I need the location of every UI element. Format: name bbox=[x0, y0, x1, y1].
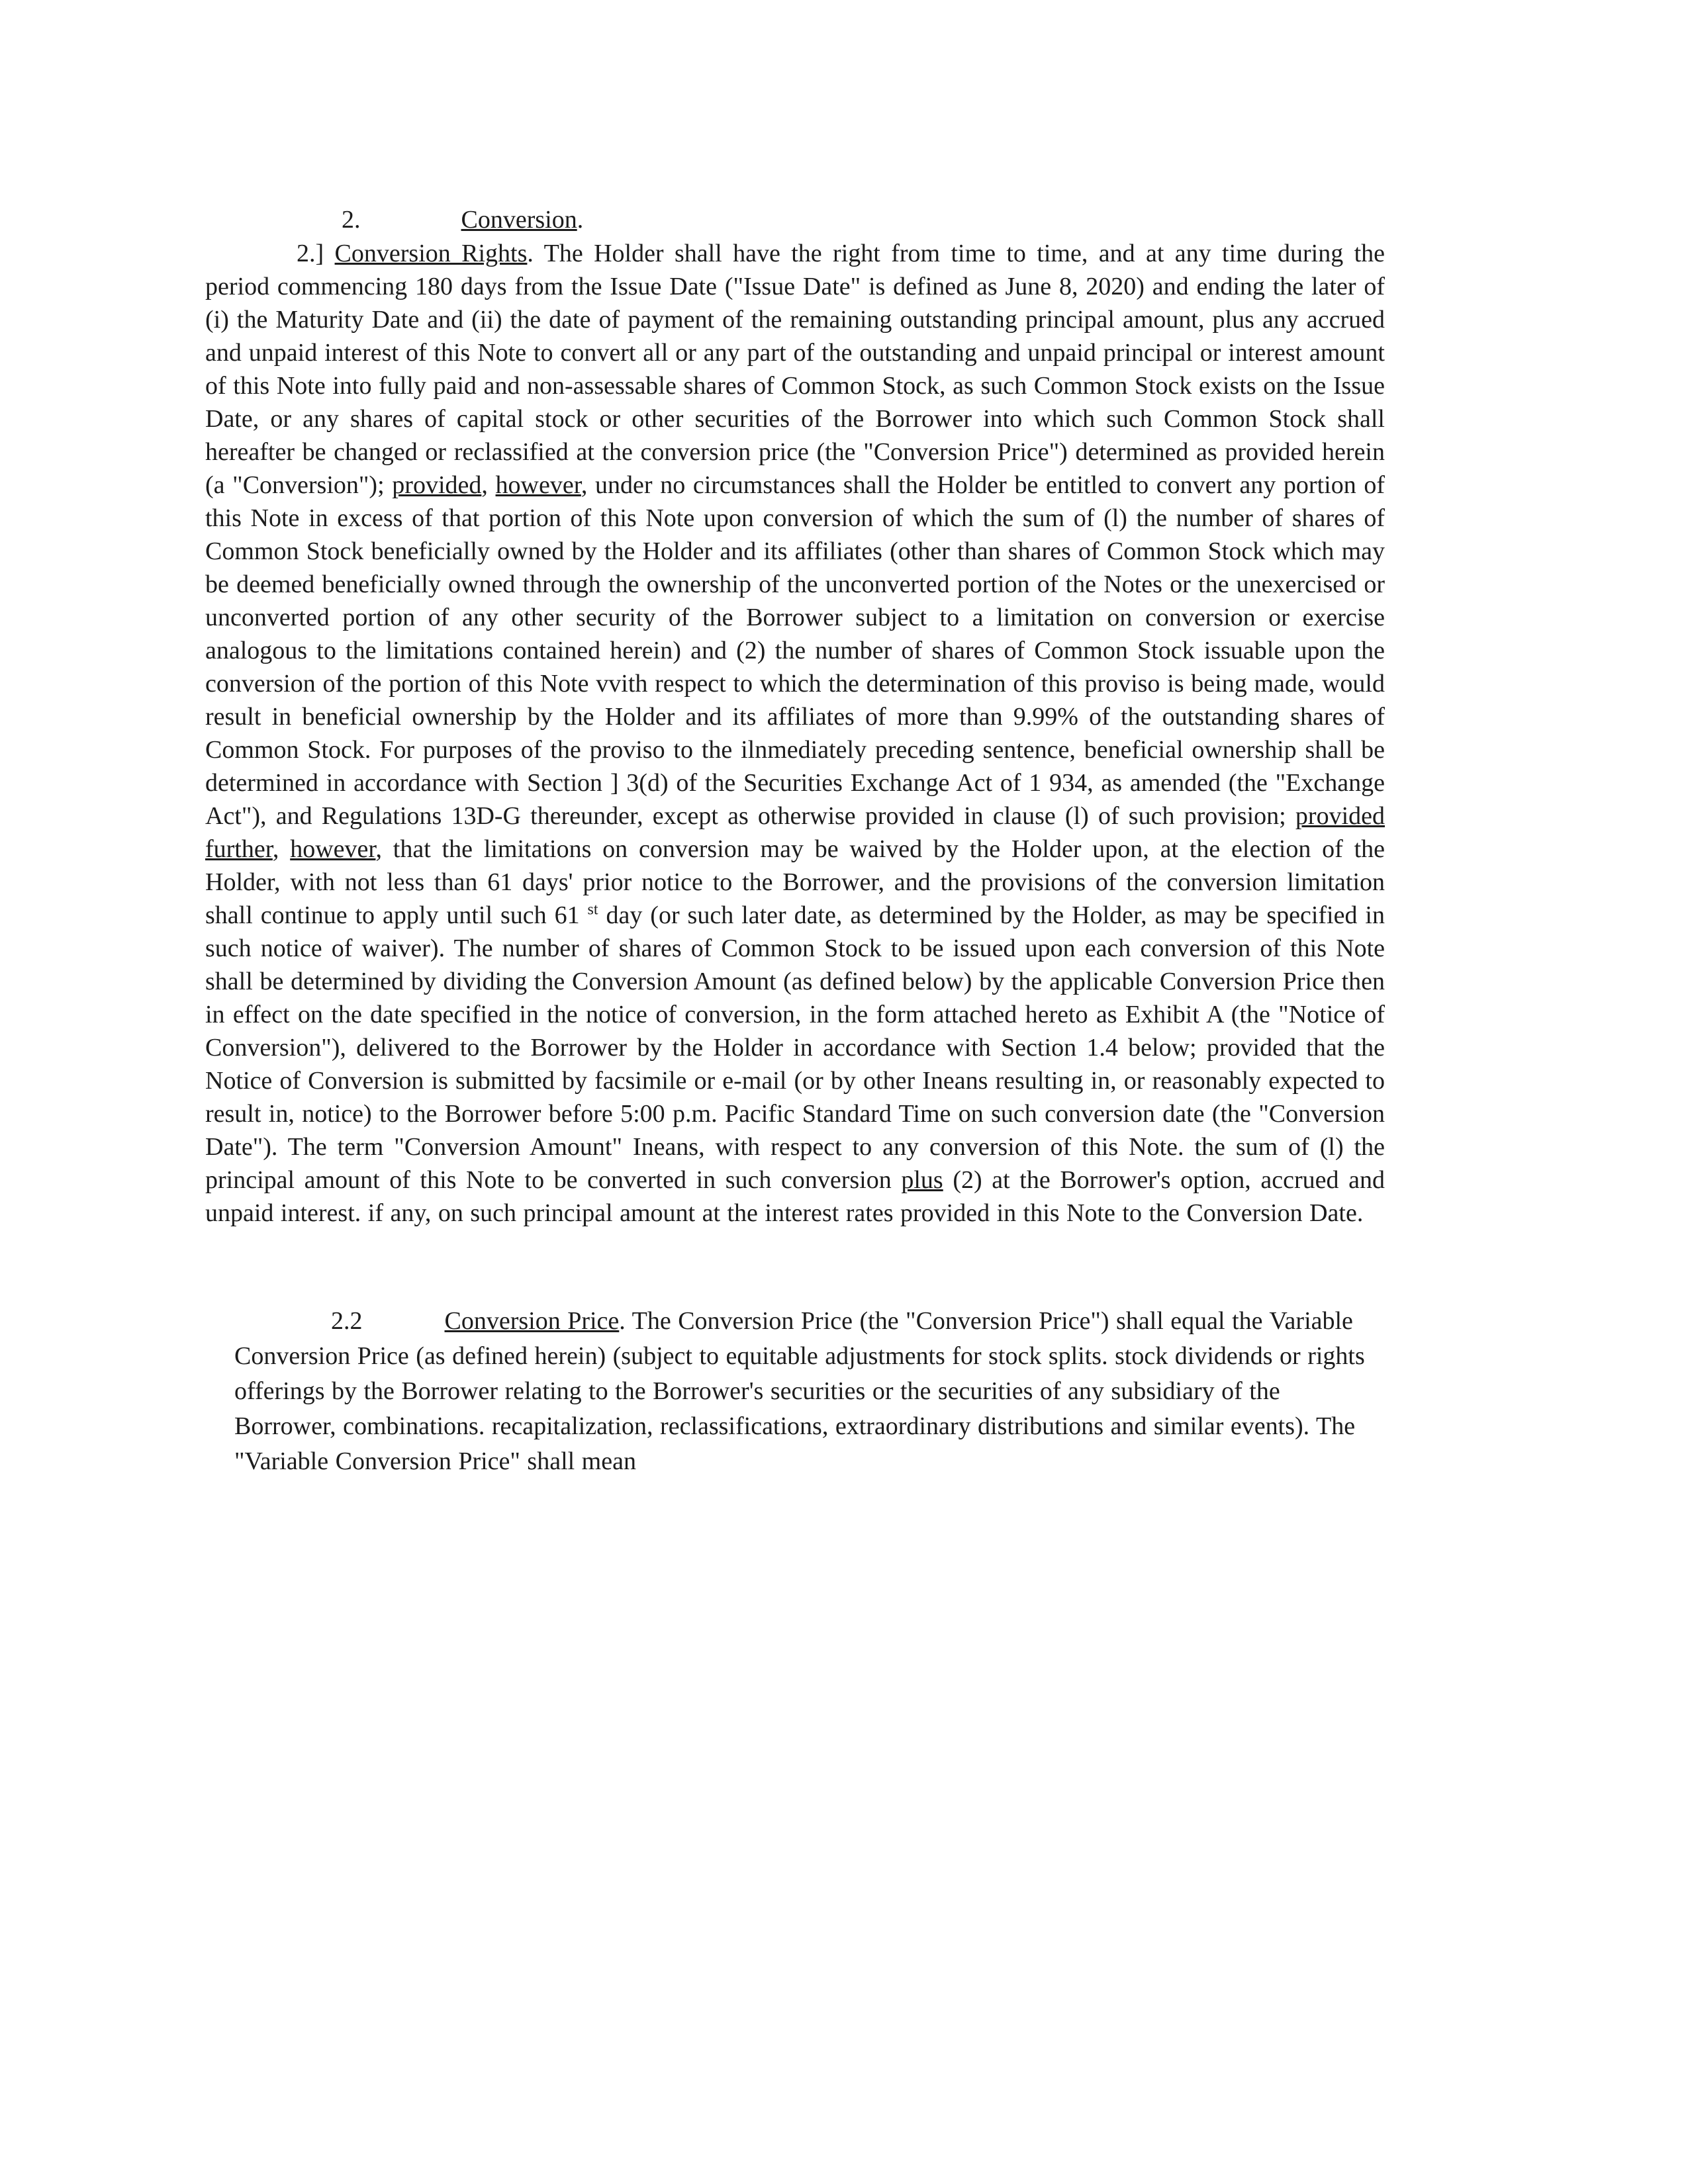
section-2-1-paragraph: 2.] Conversion Rights. The Holder shall have the right from time to time, and at any time during the period commencing 180 days from the Issue Date ("Issue Date" is defined as June 8, 2020) and ending the later of (i) the Maturity Date and (ii) the date of payment of the remaining outstanding principal amount, plus any accrued and unpaid interest of this Note to convert all or any part of the outstanding and unpaid principal or interest amount of this Note into fully paid and non-assessable shares of Common Stock, as such Common Stock exists on the Issue Date, or any shares of capital stock or other securities of the Borrower into which such Common Stock shall hereafter be changed or reclassified at the conversion price (the "Conversion Price") determined as provided herein (a "Conversion"); provided, however, under no circumstances shall the Holder be entitled to convert any portion of this Note in excess of that portion of this Note upon conversion of which the sum of (l) the number of shares of Common Stock beneficially owned by the Holder and its affiliates (other than shares of Common Stock which may be deemed beneficially owned through the ownership of the unconverted portion of the Notes or the unexercised or unconverted portion of any other security of the Borrower subject to a limitation on conversion or exercise analogous to the limitations contained herein) and (2) the number of shares of Common Stock issuable upon the conversion of the portion of this Note vvith respect to which the determination of this proviso is being made, would result in beneficial ownership by the Holder and its affiliates of more than 9.99% of the outstanding shares of Common Stock. For purposes of the proviso to the ilnmediately preceding sentence, beneficial ownership shall be determined in accordance with Section ] 3(d) of the Securities Exchange Act of 1 934, as amended (the "Exchange Act"), and Regulations 13D-G thereunder, except as otherwise provided in clause (l) of such provision; provided further, however, that the limitations on conversion may be waived by the Holder upon, at the election of the Holder, with not less than 61 days' prior notice to the Borrower, and the provisions of the conversion limitation shall continue to apply until such 61 $^{st}$ day (or such later date, as determined by the Holder, as may be specified in such notice of waiver). The number of shares of Common Stock to be issued upon each conversion of this Note shall be determined by dividing the Conversion Amount (as defined below) by the applicable Conversion Price then in effect on the date specified in the notice of conversion, in the form attached hereto as Exhibit A (the "Notice of Conversion"), delivered to the Borrower by the Holder in accordance with Section 1.4 below; provided that the Notice of Conversion is submitted by facsimile or e-mail (or by other Ineans resulting in, or reasonably expected to result in, notice) to the Borrower before 5:00 p.m. Pacific Standard Time on such conversion date (the "Conversion Date"). The term "Conversion Amount" Ineans, with respect to any conversion of this Note. the sum of (l) the principal amount of this Note to be converted in such conversion plus (2) at the Borrower's option, accrued and unpaid interest. if any, on such principal amount at the interest rates provided in this Note to the Conversion Date. bbox=[205, 240, 1385, 1227]
section-2-2-paragraph: 2.2 Conversion Price. The Conversion Price (the "Conversion Price") shall equal the Variable Conversion Price (as defined herein) (subject to equitable adjustments for stock splits. stock dividends or rights offerings by the Borrower relating to the Borrower's securities or the securities of any subsidiary of the Borrower, combinations. recapitalization, reclassifications, extraordinary distributions and similar events). The "Variable Conversion Price" shall mean bbox=[234, 1307, 1365, 1475]
section-2-heading: 2. Conversion. bbox=[342, 206, 584, 234]
